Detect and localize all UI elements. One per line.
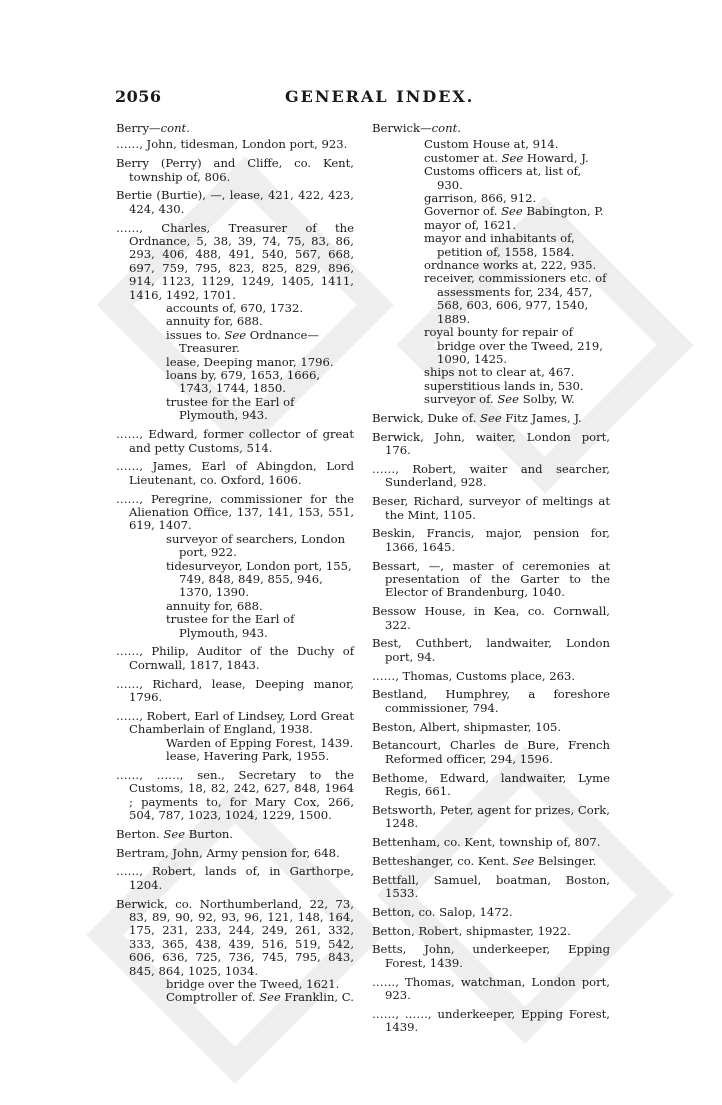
index-entry: ……, Charles, Treasurer of the Ordnance, 5, 38, 39, 74, 75, 83, 86, 293, 406, 488, 491, 540, 567, 668, 697, 759, 795, 823, 825, 829, 896, 914, 1123, 1129, 1249, 1405, 1411, 1416, 1492, 1701. <box>116 220 354 302</box>
index-entry: ……, Philip, Auditor of the Duchy of Cornwall, 1817, 1843. <box>116 644 354 672</box>
index-subentry: issues to. See Ordnance—Treasurer. <box>166 327 320 356</box>
index-entry: Berwick, co. Northumberland, 22, 73, 83, 89, 90, 92, 93, 96, 121, 148, 164, 175, 231, 233, 244, 249, 261, 332, 333, 365, 438, 439, 516, 519, 542, 606, 636, 725, 736, 745, 795, 843, 845, 864, 1025, 1034. <box>116 896 354 978</box>
index-subentry: Warden of Epping Forest, 1439. <box>166 735 354 750</box>
index-subentry: royal bounty for repair of bridge over the Tweed, 219, 1090, 1425. <box>424 325 603 366</box>
index-subentry: annuity for, 688. <box>166 598 263 613</box>
index-column-left <box>116 122 354 1005</box>
subentry-group <box>116 978 354 1005</box>
index-subentry: lease, Deeping manor, 1796. <box>166 354 334 369</box>
continued-heading: Berwick—cont. <box>372 121 461 135</box>
index-subentry: tidesurveyor, London port, 155, 749, 848, 849, 855, 946, 1370, 1390. <box>166 558 352 600</box>
index-subentry: lease, Havering Park, 1955. <box>166 748 330 763</box>
index-subentry: Governor of. See Babington, P. <box>424 204 604 219</box>
page-title: GENERAL INDEX. <box>285 87 475 106</box>
index-entry: Betteshanger, co. Kent. See Belsinger. <box>372 853 597 868</box>
index-entry: Berwick, Duke of. See Fitz James, J. <box>372 410 582 425</box>
index-entry: ……, ……, sen., Secretary to the Customs, 18, 82, 242, 627, 848, 1964 ; payments to, for Mary Cox, 266, 504, 787, 1023, 1024, 1229, 1500. <box>116 767 354 822</box>
index-subentry: Custom House at, 914. <box>424 137 559 152</box>
index-entry: ……, James, Earl of Abingdon, Lord Lieutenant, co. Oxford, 1606. <box>116 459 354 487</box>
subentry-group <box>116 737 354 764</box>
index-entry: Berton. See Burton. <box>116 826 234 841</box>
index-entry: Beser, Richard, surveyor of meltings at the Mint, 1105. <box>372 494 610 522</box>
index-column-right <box>372 122 610 1040</box>
index-entry: Betton, Robert, shipmaster, 1922. <box>372 923 571 938</box>
index-entry: Bessow House, in Kea, co. Cornwall, 322. <box>372 604 610 632</box>
index-subentry: ships not to clear at, 467. <box>424 365 575 380</box>
page-header <box>115 87 620 109</box>
index-entry: Bettenham, co. Kent, township of, 807. <box>372 834 601 849</box>
index-entry: Bertie (Burtie), —, lease, 421, 422, 423, 424, 430. <box>116 188 354 216</box>
index-entry: Bessart, —, master of ceremonies at presentation of the Garter to the Elector of Brandenburg, 1040. <box>372 558 610 600</box>
index-subentry: trustee for the Earl of Plymouth, 943. <box>166 394 295 423</box>
index-entry: ……, Robert, lands of, in Garthorpe, 1204. <box>116 864 354 892</box>
index-entry: ……, Edward, former collector of great and petty Customs, 514. <box>116 427 354 455</box>
index-subentry: loans by, 679, 1653, 1666, 1743, 1744, 1850. <box>166 368 321 396</box>
index-subentry: mayor and inhabitants of, petition of, 1558, 1584. <box>424 231 575 259</box>
index-entry: Bethome, Edward, landwaiter, Lyme Regis, 661. <box>372 770 610 798</box>
page-number: 2056 <box>115 87 162 106</box>
index-subentry: annuity for, 688. <box>166 314 263 329</box>
index-subentry: superstitious lands in, 530. <box>424 378 584 393</box>
index-entry: Bertram, John, Army pension for, 648. <box>116 845 340 860</box>
index-subentry: garrison, 866, 912. <box>424 191 537 206</box>
index-entry: ……, Thomas, Customs place, 263. <box>372 668 576 683</box>
index-subentry: surveyor of. See Solby, W. <box>424 392 575 407</box>
index-entry: Betts, John, underkeeper, Epping Forest, 1439. <box>372 942 610 970</box>
index-entry: Bestland, Humphrey, a foreshore commissioner, 794. <box>372 687 610 715</box>
index-subentry: mayor of, 1621. <box>424 217 517 232</box>
subentry-group <box>116 533 354 640</box>
subentry-group <box>372 138 610 406</box>
index-subentry: trustee for the Earl of Plymouth, 943. <box>166 612 295 640</box>
index-entry: Betsworth, Peter, agent for prizes, Cork, 1248. <box>372 802 610 831</box>
index-entry: ……, Thomas, watchman, London port, 923. <box>372 974 610 1002</box>
index-subentry: bridge over the Tweed, 1621. <box>166 977 340 992</box>
index-entry: ……, Robert, Earl of Lindsey, Lord Great Chamberlain of England, 1938. <box>116 708 354 737</box>
index-entry: Berwick, John, waiter, London port, 176. <box>372 429 610 458</box>
index-entry: Beston, Albert, shipmaster, 105. <box>372 719 562 734</box>
index-entry: ……, Robert, waiter and searcher, Sunderland, 928. <box>372 461 610 490</box>
index-entry: ……, John, tidesman, London port, 923. <box>116 137 348 152</box>
index-entry: ……, Peregrine, commissioner for the Alienation Office, 137, 141, 153, 551, 619, 1407. <box>116 491 354 533</box>
index-subentry: accounts of, 670, 1732. <box>166 301 304 316</box>
index-entry: Best, Cuthbert, landwaiter, London port, 94. <box>372 636 610 664</box>
index-subentry: Customs officers at, list of, 930. <box>424 164 582 192</box>
index-subentry: surveyor of searchers, London port, 922. <box>166 531 346 560</box>
index-subentry: receiver, commissioners etc. of assessments for, 234, 457, 568, 603, 606, 977, 1540, 1889. <box>424 271 607 326</box>
index-entry: Betton, co. Salop, 1472. <box>372 904 513 919</box>
index-entry: Berry (Perry) and Cliffe, co. Kent, township of, 806. <box>116 156 354 184</box>
subentry-group <box>116 302 354 423</box>
index-subentry: Comptroller of. See Franklin, C. <box>166 990 354 1005</box>
index-subentry: ordnance works at, 222, 935. <box>424 258 597 273</box>
continued-heading: Berry—cont. <box>116 121 190 135</box>
index-entry: Bettfall, Samuel, boatman, Boston, 1533. <box>372 872 610 900</box>
index-entry: Beskin, Francis, major, pension for, 1366, 1645. <box>372 526 610 554</box>
index-entry: Betancourt, Charles de Bure, French Reformed officer, 294, 1596. <box>372 738 610 766</box>
index-subentry: customer at. See Howard, J. <box>424 150 589 165</box>
index-entry: ……, Richard, lease, Deeping manor, 1796. <box>116 676 354 704</box>
index-entry: ……, ……, underkeeper, Epping Forest, 1439. <box>372 1006 610 1035</box>
